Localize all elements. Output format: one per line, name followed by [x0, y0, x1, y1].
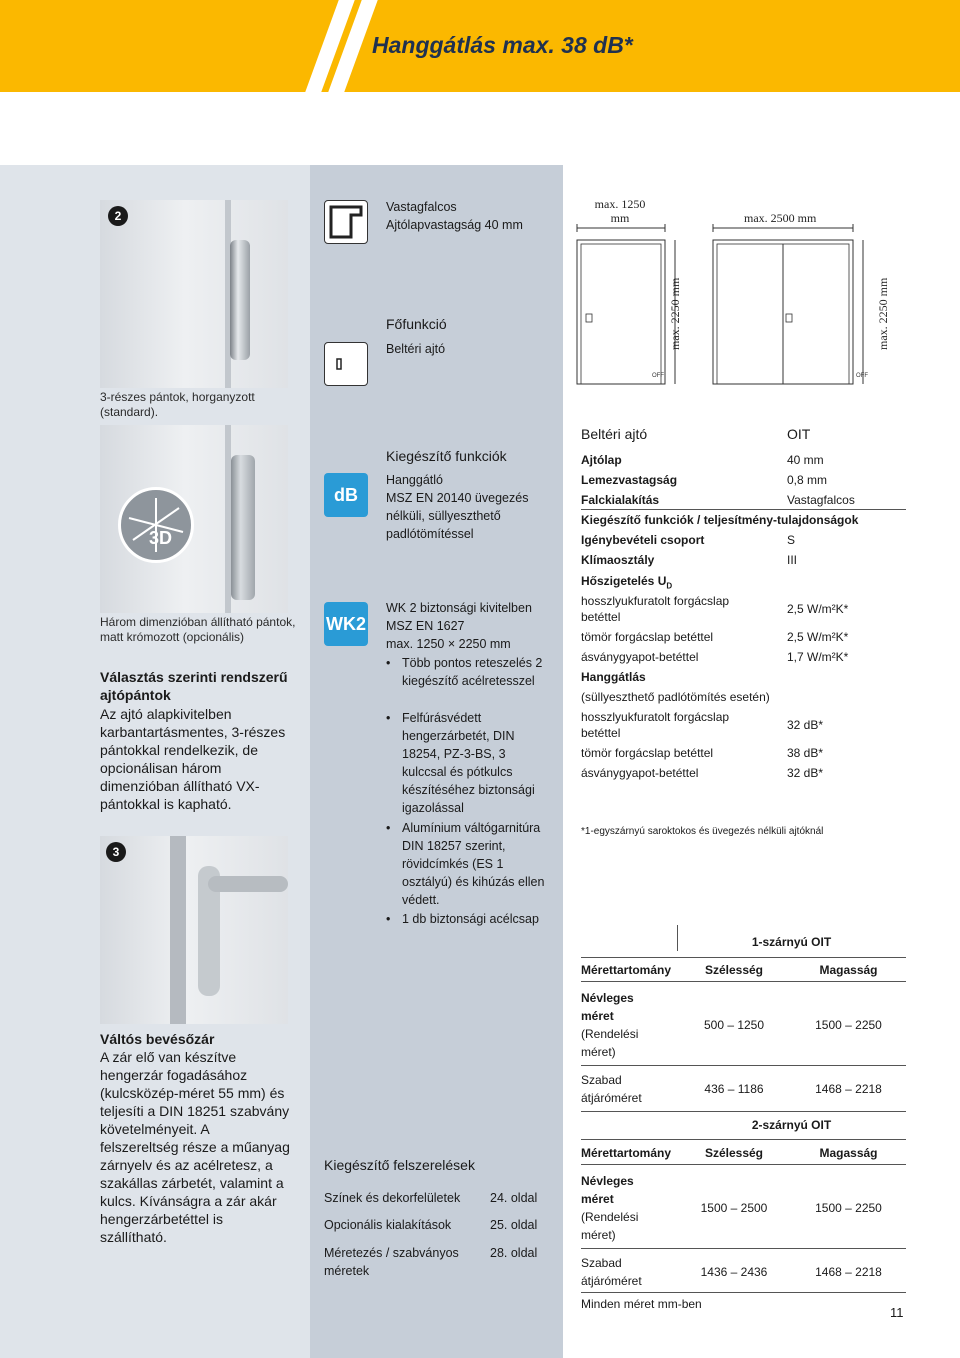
single-width-label: max. 1250 mm: [594, 197, 646, 225]
sound-text: MSZ EN 20140 üvegezés nélküli, süllyeszthető padlótömítéssel: [386, 491, 529, 541]
divider: [581, 957, 906, 958]
divider: [581, 509, 906, 510]
nominal-label: Névleges méret: [581, 991, 634, 1023]
spec-head-left: Beltéri ajtó: [581, 426, 648, 442]
nominal-sub: (Rendelési méret): [581, 1027, 639, 1059]
lock-text: A zár elő van készítve hengerzár fogadásához (kulcsközép-méret 55 mm) és teljesíti a DIN 18251 szabvány követelményeit. A felszereltség része a műanyag zárnyelv és az acélretesz, a szakállas zárbetét, valamint a kulcs. Kívánságra a zár akár hengerzárbetéttel is szállítható.: [100, 1049, 290, 1245]
col-height: Magasság: [819, 963, 878, 977]
off-marker: OFF: [856, 373, 868, 379]
wk2-bullet: • Felfúrásvédett hengerzárbetét, DIN 18254, PZ-3-BS, 3 kulccsal és pótkulcs készítéséhez biztonsági igazolással: [386, 711, 535, 815]
cell-value: 436 – 1186: [704, 1082, 764, 1096]
cell-value: 1500 – 2500: [700, 1201, 768, 1215]
divider: [581, 1111, 906, 1112]
main-function-title: Főfunkció: [386, 316, 447, 332]
divider: [581, 1065, 906, 1066]
wk2-standard: MSZ EN 1627: [386, 619, 465, 633]
wk2-bullet: • 1 db biztonsági acélcsap: [386, 912, 539, 926]
off-marker: OFF: [652, 373, 664, 379]
accessory-page: 25. oldal: [490, 1218, 538, 1232]
badge-2: 2: [108, 206, 128, 226]
accessories-title: Kiegészítő felszerelések: [324, 1157, 475, 1173]
accessory-page: 28. oldal: [490, 1246, 538, 1260]
hinge-3d-photo: [100, 425, 288, 613]
divider: [581, 1292, 906, 1293]
cell-value: 1500 – 2250: [815, 1018, 882, 1032]
3d-icon: 3D: [118, 487, 194, 563]
db-icon: dB: [324, 473, 368, 517]
wk2-bullet: • Alumínium váltógarnitúra DIN 18257 szerint, rövidcímkés (ES 1 osztályú) és kihúzás ellen védett.: [386, 821, 545, 907]
hinges-text: Az ajtó alapkivitelben karbantartásmentes, 3-részes pántokkal rendelkezik, de opcionálisan három dimenzióban állítható VX-pántokkal is kapható.: [100, 706, 286, 812]
accessory-label: Színek és dekorfelületek: [324, 1191, 461, 1205]
col-range: Mérettartomány: [581, 1146, 672, 1160]
spec-head-right: OIT: [787, 426, 811, 442]
lock-heading: Váltós bevésőzár: [100, 1031, 215, 1047]
extra-functions-title: Kiegészítő funkciók: [386, 448, 507, 464]
double-width-label: max. 2500 mm: [744, 211, 817, 225]
cell-value: 1468 – 2218: [815, 1082, 882, 1096]
divider: [581, 1248, 906, 1249]
hinge-3d-caption: Három dimenzióban állítható pántok, matt krómozott (opcionális): [100, 615, 296, 644]
frame-profile-icon: [324, 200, 368, 244]
spec-row: hosszlyukfuratolt forgácslap betéttel 2,5 W/m²K*: [581, 594, 849, 624]
free-label: Szabad átjáróméret: [581, 1073, 642, 1105]
nominal-label: Névleges méret: [581, 1174, 634, 1206]
hinge-caption: 3-részes pántok, horganyzott (standard).: [100, 390, 255, 419]
accessory-label: Méretezés / szabványos méretek: [324, 1246, 459, 1278]
col-range: Mérettartomány: [581, 963, 672, 977]
wk2-icon: WK2: [324, 602, 368, 646]
accessory-label: Opcionális kialakítások: [324, 1218, 452, 1232]
free-label: Szabad átjáróméret: [581, 1256, 642, 1288]
cell-value: 1436 – 2436: [700, 1265, 768, 1279]
col-width: Szélesség: [704, 963, 764, 977]
accessory-page: 24. oldal: [490, 1191, 538, 1205]
col-width: Szélesség: [704, 1146, 764, 1160]
table2-title: 2-szárnyú OIT: [751, 1118, 832, 1132]
divider: [581, 1139, 906, 1140]
spec-footnote: *1-egyszárnyú saroktokos és üvegezés nélküli ajtóknál: [581, 826, 824, 837]
double-height-label: max. 2250 mm: [876, 277, 890, 350]
main-function-subtitle: Beltéri ajtó: [386, 342, 446, 356]
wk2-title: WK 2 biztonsági kivitelben: [386, 601, 532, 615]
cell-value: 1468 – 2218: [815, 1265, 882, 1279]
hinge-photo: [100, 200, 288, 388]
page-title: Hanggátlás max. 38 dB*: [372, 32, 633, 58]
cell-value: 1500 – 2250: [815, 1201, 882, 1215]
units-note: Minden méret mm-ben: [581, 1297, 702, 1311]
spec-row: hosszlyukfuratolt forgácslap betéttel 32 dB*: [581, 710, 824, 740]
sound-title: Hanggátló: [386, 473, 443, 487]
wk2-bullet: • Több pontos reteszelés 2 kiegészítő acélretesszel: [386, 656, 543, 688]
table1-title: 1-szárnyú OIT: [751, 935, 832, 949]
divider: [581, 1164, 906, 1165]
col-height: Magasság: [819, 1146, 878, 1160]
nominal-sub: (Rendelési méret): [581, 1210, 639, 1242]
hinges-heading: Választás szerinti rendszerű ajtópántok: [100, 669, 288, 703]
frame-title: Vastagfalcos: [386, 200, 457, 214]
door-icon: [324, 342, 368, 386]
cell-value: 500 – 1250: [703, 1018, 765, 1032]
page-number: 11: [890, 1305, 904, 1320]
frame-subtitle: Ajtólapvastagság 40 mm: [386, 218, 523, 232]
single-height-label: max. 2250 mm: [668, 277, 682, 350]
divider: [581, 981, 906, 982]
wk2-size: max. 1250 × 2250 mm: [386, 637, 511, 651]
badge-3: 3: [106, 842, 126, 862]
lock-photo: [100, 836, 288, 1024]
